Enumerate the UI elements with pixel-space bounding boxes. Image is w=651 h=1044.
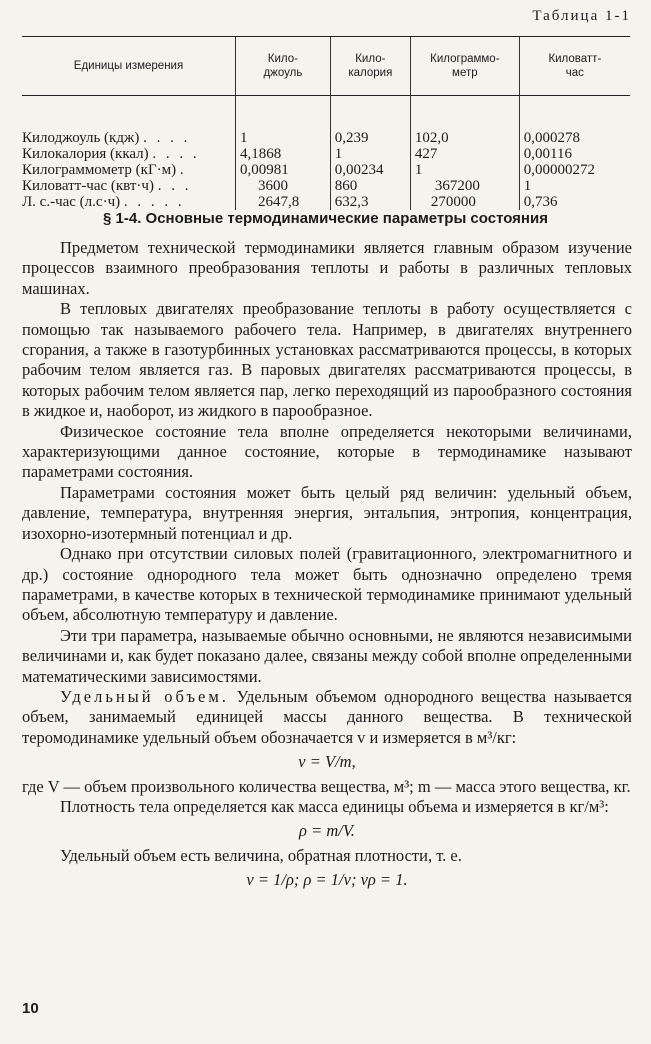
cell-kilowatt-hour: 0,00116 [519,146,630,162]
row-unit-name: Килограммометр (кГ·м) [22,162,177,178]
row-unit-name: Киловатт-час (квт·ч) [22,178,154,194]
cell-kilocalorie: 0,239 [330,130,410,146]
specific-volume-definition: Удельным объемом однородного вещества называется объем, занимаемый единицей массы данного вещества. В технической теромодинамике удельный объем обозначается v и измеряется в м³/кг: [22,686,633,747]
paragraph: В тепловых двигателях преобразование теплоты в работу осуществляется с помощью так называемого рабочего тела. Например, в двигателях внутреннего сгорания, а также в газотурбинных установках рассматриваются процессы, в которых рабочим телом является газ. В паровых двигателях рассматриваются процессы, в которых рабочим телом является пар, легко переходящий из парообразного состояния в жидкое и, наоборот, из жидкого в парообразное. [22,299,632,421]
cell-kilojoule: 2647,8 [236,194,331,210]
paragraph: Эти три параметра, называемые обычно основными, не являются независимыми величинами и, как будет показано далее, связаны между собой вполне определенными математическими зависимостями. [22,625,632,686]
page-number: 10 [22,1000,39,1017]
row-unit-name: Килоджоуль (кдж) [22,130,140,146]
header-kilojoule: Кило- джоуль [236,37,331,96]
cell-kilojoule: 1 [236,130,331,146]
table-spacer-row [22,96,630,131]
body-text [22,238,632,895]
paragraph: Удельный объем есть величина, обратная плотности, т. е. [60,845,462,865]
row-dots: . . . . . [123,194,185,210]
cell-kilojoule: 3600 [236,178,331,194]
header-kilogrammeter: Килограммо- метр [410,37,519,96]
cell-kilocalorie: 1 [330,146,410,162]
paragraph: где V — объем произвольного количества вещества, м³; m — масса этого вещества, кг. [22,776,631,796]
header-kilowatt-hour: Киловатт- час [519,37,630,96]
row-dots: . . . . [152,146,200,162]
cell-kilogrammeter: 102,0 [410,130,519,146]
row-unit-name: Л. с.-час (л.с·ч) [22,194,121,210]
cell-kilocalorie: 860 [330,178,410,194]
cell-kilowatt-hour: 0,000278 [519,130,630,146]
table-row [22,194,630,210]
cell-kilogrammeter: 367200 [410,178,519,194]
cell-kilocalorie: 632,3 [330,194,410,210]
header-units: Единицы измерения [22,37,236,96]
cell-kilocalorie: 0,00234 [330,162,410,178]
row-dots: . . . [157,178,192,194]
row-dots: . . . . [143,130,191,146]
cell-kilojoule: 4,1868 [236,146,331,162]
row-unit-name: Килокалория (ккал) [22,146,149,162]
cell-kilowatt-hour: 1 [519,178,630,194]
term-specific-volume: Удельный объем. [60,686,229,706]
table-header-row [22,37,630,96]
paragraph: Однако при отсутствии силовых полей (гравитационного, электромагнитного и др.) состояние однородного тела может быть однозначно определено тремя параметрами, в качестве которых в технической термодинамике принимают удельный объем, абсолютную температуру и давление. [22,544,632,625]
formula-density: ρ = m/V. [299,821,355,841]
cell-kilogrammeter: 270000 [410,194,519,210]
header-kilocalorie: Кило- калория [330,37,410,96]
unit-conversion-table [22,36,630,210]
table-row [22,146,630,162]
paragraph: Физическое состояние тела вполне определяется некоторыми величинами, характеризующими данное состояние, которые в термодинамике называют параметрами состояния. [22,421,632,482]
cell-kilojoule: 0,00981 [236,162,331,178]
table-row [22,162,630,178]
table-label: Таблица 1-1 [532,8,631,24]
formula-specific-volume: v = V/m, [298,752,356,772]
formula-relation: v = 1/ρ; ρ = 1/v; vρ = 1. [246,870,408,890]
cell-kilogrammeter: 1 [410,162,519,178]
section-heading: § 1-4. Основные термодинамические параметры состояния [103,210,548,227]
cell-kilowatt-hour: 0,00000272 [519,162,630,178]
table-row [22,178,630,194]
paragraph: Плотность тела определяется как масса единицы объема и измеряется в кг/м³: [60,796,609,816]
paragraph: Предметом технической термодинамики является главным образом изучение процессов взаимного преобразования теплоты и работы в различных тепловых машинах. [22,238,632,298]
cell-kilowatt-hour: 0,736 [519,194,630,210]
row-dots: . [179,162,187,178]
cell-kilogrammeter: 427 [410,146,519,162]
table-row [22,130,630,146]
paragraph: Параметрами состояния может быть целый ряд величин: удельный объем, давление, температура, внутренняя энергия, энтальпия, энтропия, концентрация, изохорно-изотермный потенциал и др. [22,482,632,543]
paragraph-specific-volume [22,687,632,748]
